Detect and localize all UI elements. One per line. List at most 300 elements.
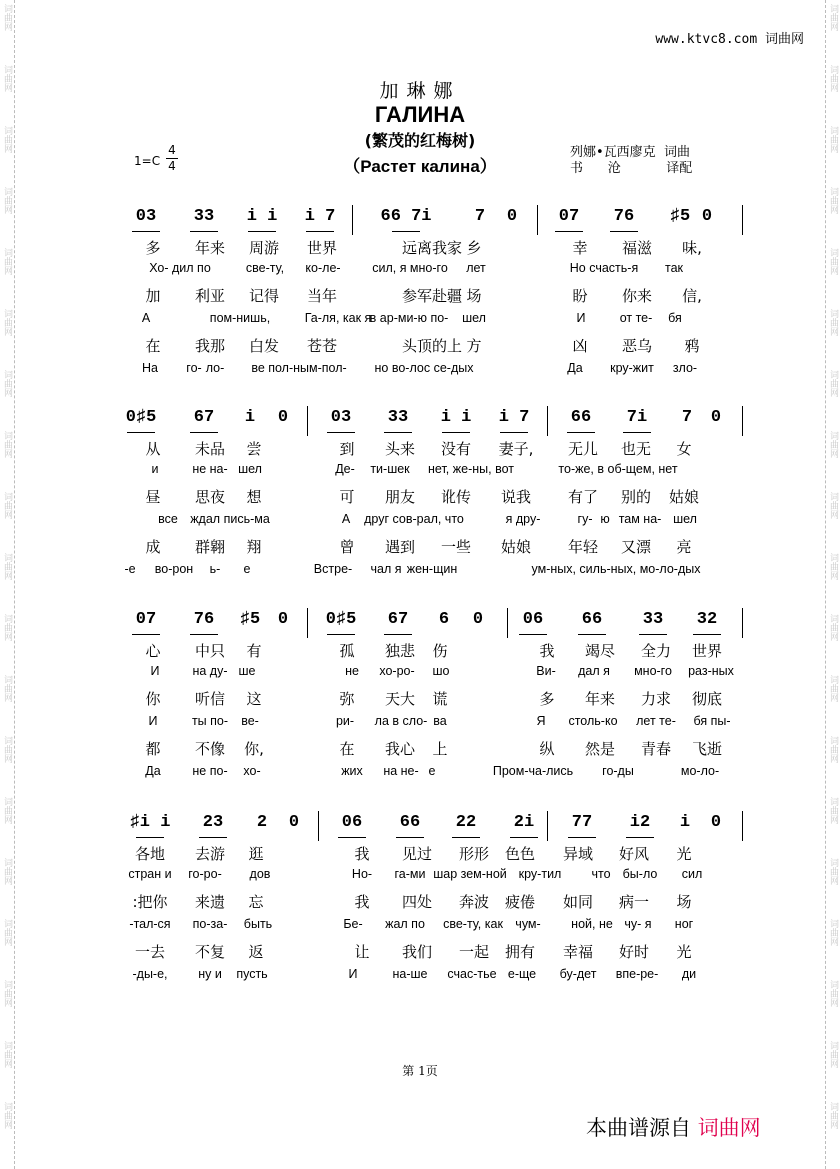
lyric-line-chinese	[0, 438, 840, 458]
lyric-syllable: 让	[354, 943, 370, 961]
barline	[742, 811, 743, 841]
beam-underline	[510, 837, 538, 838]
lyric-syllable: 天大	[384, 690, 416, 708]
lyric-syllable: 思夜	[194, 488, 226, 506]
note-group: 66 7i	[380, 207, 432, 226]
lyric-syllable: 好风	[618, 845, 650, 863]
lyric-syllable: е-ще	[507, 967, 537, 981]
lyric-syllable: 又漂	[620, 538, 652, 556]
lyric-syllable: И	[148, 714, 158, 728]
note-group: ♯i i	[129, 813, 171, 832]
lyric-syllable: 我	[354, 845, 370, 863]
lyric-syllable: 无儿	[567, 440, 599, 458]
site-url[interactable]: www.ktvc8.com	[655, 32, 758, 47]
watermark-text: 词曲网	[828, 553, 838, 580]
barline	[507, 608, 508, 638]
lyric-syllable: 心	[145, 642, 161, 660]
beam-underline	[396, 837, 424, 838]
barline	[742, 608, 743, 638]
beam-underline	[392, 231, 420, 232]
lyric-syllable: го-ро-	[188, 867, 222, 881]
lyric-syllable: 世界	[691, 642, 723, 660]
lyric-syllable: 女	[676, 440, 692, 458]
lyric-syllable: 幸福	[562, 943, 594, 961]
lyric-line-chinese	[0, 285, 840, 305]
lyric-line-chinese	[0, 486, 840, 506]
subtitle-russian: （Растет калина）	[343, 157, 497, 176]
lyric-syllable: ум-ных, силь-ных, мо-ло-дых	[531, 562, 701, 576]
lyric-syllable: на ду-	[192, 664, 228, 678]
lyric-syllable: 疲倦	[504, 893, 536, 911]
lyric-syllable: 一些	[440, 538, 472, 556]
beam-underline	[555, 231, 583, 232]
lyric-syllable: я дру-	[505, 512, 541, 526]
beam-underline	[578, 634, 606, 635]
lyric-syllable: друг сов-рал, что	[364, 512, 464, 526]
lyric-syllable: 都	[145, 740, 161, 758]
watermark-text: 词曲网	[2, 187, 12, 214]
lyric-syllable: е	[428, 764, 436, 778]
watermark-text: 词曲网	[2, 431, 12, 458]
lyric-syllable: 光	[676, 845, 692, 863]
lyric-syllable: Встре-	[313, 562, 353, 576]
lyric-syllable: 周游	[248, 239, 280, 257]
lyric-syllable: шар зем-ной	[433, 867, 507, 881]
lyric-syllable: Пром-ча-лись	[492, 764, 574, 778]
watermark-text: 词曲网	[828, 187, 838, 214]
lyric-syllable: бя пы-	[693, 714, 731, 728]
lyric-syllable: но во-лос се-дых	[374, 361, 474, 375]
lyric-syllable: 曾	[339, 538, 355, 556]
note-group: 76	[193, 610, 215, 629]
lyric-syllable: чум-	[515, 917, 541, 931]
lyric-syllable: 你	[145, 690, 161, 708]
lyric-syllable: 多	[145, 239, 161, 257]
lyric-syllable: 凶	[572, 337, 588, 355]
lyric-syllable: -тал-ся	[129, 917, 171, 931]
source-note[interactable]	[586, 1112, 761, 1142]
note-group: 0	[506, 207, 518, 226]
time-signature-top: 4	[168, 143, 176, 157]
lyric-syllable: Га-ля, как я	[304, 311, 372, 325]
site-name[interactable]: 词曲网	[764, 32, 804, 47]
lyric-syllable: 弥	[339, 690, 355, 708]
note-group: 0♯5	[125, 408, 157, 427]
watermark-text: 词曲网	[828, 675, 838, 702]
credits	[570, 145, 692, 177]
lyric-syllable: 加	[145, 287, 161, 305]
watermark-text: 词曲网	[2, 1102, 12, 1129]
beam-underline	[567, 432, 595, 433]
lyric-syllable: А	[341, 512, 351, 526]
lyric-syllable: Бе-	[343, 917, 363, 931]
lyric-syllable: 场	[466, 287, 482, 305]
lyric-syllable: дал я	[578, 664, 610, 678]
score-system	[0, 406, 840, 596]
lyric-syllable: ты по-	[191, 714, 229, 728]
lyric-syllable: 好时	[618, 943, 650, 961]
watermark-text: 词曲网	[828, 919, 838, 946]
site-header[interactable]	[655, 28, 804, 47]
time-signature	[166, 143, 178, 174]
lyric-syllable: чал я	[370, 562, 402, 576]
note-group: i	[244, 408, 256, 427]
note-group: ♯5	[669, 207, 691, 226]
lyric-syllable: 你来	[621, 287, 653, 305]
lyric-syllable: 力求	[640, 690, 672, 708]
beam-underline	[338, 837, 366, 838]
beam-underline	[519, 634, 547, 635]
credit-translation	[570, 161, 692, 177]
lyric-syllable: 不像	[194, 740, 226, 758]
lyric-syllable: Да	[567, 361, 583, 375]
lyric-syllable: бя	[668, 311, 682, 325]
lyric-syllable: 讹传	[440, 488, 472, 506]
lyric-syllable: 来遗	[194, 893, 226, 911]
watermark-text: 词曲网	[828, 797, 838, 824]
watermark-text: 词曲网	[828, 65, 838, 92]
watermark-text: 词曲网	[828, 980, 838, 1007]
lyric-syllable: 孤	[339, 642, 355, 660]
lyric-syllable: -ды-е,	[132, 967, 168, 981]
note-group: 0♯5	[325, 610, 357, 629]
note-group: i 7	[304, 207, 336, 226]
barline	[547, 406, 548, 436]
note-group: 32	[696, 610, 718, 629]
lyric-syllable: 忘	[248, 893, 264, 911]
watermark-text: 词曲网	[2, 736, 12, 763]
lyric-syllable: 未品	[194, 440, 226, 458]
lyric-syllable: ла в сло-	[374, 714, 428, 728]
lyric-syllable: 如同	[562, 893, 594, 911]
lyric-syllable: 年来	[584, 690, 616, 708]
lyric-syllable: ти-шек	[370, 462, 410, 476]
barline	[307, 406, 308, 436]
beam-underline	[127, 432, 155, 433]
note-group: 66	[581, 610, 603, 629]
lyric-syllable: ва	[433, 714, 447, 728]
credit-names: 列娜•瓦西廖克	[570, 145, 656, 160]
lyric-syllable: 一起	[458, 943, 490, 961]
lyric-syllable: так	[664, 261, 684, 275]
lyric-syllable: 不复	[194, 943, 226, 961]
watermark-text: 词曲网	[2, 1041, 12, 1068]
note-group: 0	[288, 813, 300, 832]
beam-underline	[132, 634, 160, 635]
lyric-syllable: 飞逝	[691, 740, 723, 758]
lyric-syllable: то-же, в об-щем, нет	[558, 462, 678, 476]
lyric-syllable: 你,	[244, 740, 264, 758]
note-group: 7	[474, 207, 486, 226]
lyric-syllable: ше	[238, 664, 256, 678]
lyric-syllable: во-рон	[154, 562, 194, 576]
lyric-syllable: 谎	[432, 690, 448, 708]
lyric-syllable: 场	[676, 893, 692, 911]
lyric-syllable: 拥有	[504, 943, 536, 961]
lyric-syllable: ло-	[205, 361, 225, 375]
lyric-syllable: 见过	[401, 845, 433, 863]
lyric-line-russian	[0, 261, 840, 281]
watermark-text: 词曲网	[828, 248, 838, 275]
lyric-syllable: 头顶的上	[401, 337, 463, 355]
note-group: 0	[710, 408, 722, 427]
note-group: 66	[399, 813, 421, 832]
beam-underline	[136, 837, 164, 838]
note-group: ♯5	[239, 610, 261, 629]
score-system	[0, 205, 840, 395]
lyric-syllable: стран и	[128, 867, 172, 881]
page-number: 第 1页	[402, 1064, 438, 1078]
lyric-syllable: 我	[539, 642, 555, 660]
beam-underline	[442, 432, 470, 433]
lyric-syllable: 独悲	[384, 642, 416, 660]
watermark-text: 词曲网	[2, 980, 12, 1007]
lyric-line-chinese	[0, 891, 840, 911]
lyric-syllable: ри-	[335, 714, 355, 728]
lyric-syllable: 头来	[384, 440, 416, 458]
beam-underline	[384, 634, 412, 635]
lyric-syllable: 竭尽	[584, 642, 616, 660]
barline	[537, 205, 538, 235]
lyric-syllable: ве пол-ным-пол-	[251, 361, 347, 375]
source-brand[interactable]: 词曲网	[697, 1116, 761, 1140]
lyric-syllable: 四处	[401, 893, 433, 911]
note-group: 06	[341, 813, 363, 832]
lyric-syllable: 福滋	[621, 239, 653, 257]
lyric-syllable: впе-ре-	[615, 967, 659, 981]
lyric-syllable: 盼	[572, 287, 588, 305]
watermark-text: 词曲网	[2, 4, 12, 31]
lyric-syllable: 成	[145, 538, 161, 556]
lyric-syllable: 妻子,	[498, 440, 534, 458]
lyric-syllable: 在	[145, 337, 161, 355]
watermark-text: 词曲网	[2, 919, 12, 946]
lyric-syllable: 亮	[676, 538, 692, 556]
watermark-text: 词曲网	[828, 126, 838, 153]
lyric-syllable: лет	[466, 261, 486, 275]
watermark-text: 词曲网	[828, 1102, 838, 1129]
lyric-syllable: го-	[186, 361, 202, 375]
lyric-syllable: 苍苍	[306, 337, 338, 355]
lyric-syllable: хо-	[243, 764, 261, 778]
lyric-line-russian	[0, 361, 840, 381]
beam-underline	[199, 837, 227, 838]
lyric-syllable: ной, не	[571, 917, 613, 931]
lyric-syllable: 味,	[682, 239, 702, 257]
note-group: 0	[472, 610, 484, 629]
lyric-syllable: 想	[246, 488, 262, 506]
lyric-syllable: 利亚	[194, 287, 226, 305]
lyric-line-russian	[0, 512, 840, 532]
note-group: 07	[135, 610, 157, 629]
barline	[318, 811, 319, 841]
lyric-syllable: 从	[145, 440, 161, 458]
lyric-syllable: шел	[238, 462, 262, 476]
credit-names: 书 沧	[570, 161, 621, 176]
lyric-syllable: Я	[536, 714, 546, 728]
lyric-syllable: 逛	[248, 845, 264, 863]
lyric-syllable: пусть	[236, 967, 268, 981]
lyric-line-chinese	[0, 640, 840, 660]
lyric-syllable: И	[576, 311, 586, 325]
lyric-syllable: лет те-	[636, 714, 676, 728]
watermark-text: 词曲网	[2, 370, 12, 397]
lyric-syllable: бы-ло	[622, 867, 658, 881]
lyric-syllable: жих	[341, 764, 363, 778]
watermark-text: 词曲网	[828, 4, 838, 31]
watermark-text: 词曲网	[2, 126, 12, 153]
watermark-text: 词曲网	[828, 736, 838, 763]
lyric-syllable: га-ми	[394, 867, 426, 881]
lyric-syllable: шел	[673, 512, 697, 526]
lyric-syllable: 各地	[134, 845, 166, 863]
lyric-syllable: 白发	[248, 337, 280, 355]
lyric-syllable: мо-ло-	[680, 764, 720, 778]
notes-row	[0, 205, 840, 231]
lyric-syllable: 多	[539, 690, 555, 708]
lyric-syllable: 到	[339, 440, 355, 458]
beam-underline	[568, 837, 596, 838]
barline	[742, 205, 743, 235]
note-group: i	[679, 813, 691, 832]
lyric-syllable: 说我	[500, 488, 532, 506]
lyric-syllable: 昼	[145, 488, 161, 506]
lyric-syllable: шо	[432, 664, 450, 678]
note-group: 23	[202, 813, 224, 832]
lyric-syllable: На	[142, 361, 158, 375]
note-group: i 7	[498, 408, 530, 427]
lyric-syllable: 这	[246, 690, 262, 708]
lyric-syllable: 我们	[401, 943, 433, 961]
lyric-syllable: не по-	[192, 764, 228, 778]
note-group: 6	[438, 610, 450, 629]
watermark-text: 词曲网	[2, 553, 12, 580]
lyric-syllable: сил	[681, 867, 703, 881]
lyric-syllable: гу-	[577, 512, 593, 526]
beam-underline	[623, 432, 651, 433]
lyric-syllable: 当年	[306, 287, 338, 305]
lyric-syllable: и	[151, 462, 159, 476]
lyric-syllable: 去游	[194, 845, 226, 863]
lyric-syllable: 有	[246, 642, 262, 660]
lyric-syllable: 乡	[466, 239, 482, 257]
lyric-syllable: 朋友	[384, 488, 416, 506]
lyric-syllable: 我那	[194, 337, 226, 355]
notes-row	[0, 811, 840, 837]
lyric-syllable: 青春	[640, 740, 672, 758]
lyric-syllable: ждал пись-ма	[190, 512, 270, 526]
lyric-syllable: мно-го	[634, 664, 672, 678]
lyric-syllable: 有了	[567, 488, 599, 506]
lyric-syllable: ко-ле-	[305, 261, 341, 275]
lyric-syllable: Да	[145, 764, 161, 778]
beam-underline	[452, 837, 480, 838]
lyric-syllable: чу- я	[624, 917, 652, 931]
note-group: 7i	[626, 408, 648, 427]
credit-role: 译配	[666, 161, 693, 176]
lyric-line-chinese	[0, 843, 840, 863]
lyric-syllable: 光	[676, 943, 692, 961]
lyric-syllable: Но-	[351, 867, 373, 881]
beam-underline	[327, 634, 355, 635]
lyric-syllable: ве-	[241, 714, 259, 728]
lyric-syllable: 伤	[432, 642, 448, 660]
lyric-syllable: 我心	[384, 740, 416, 758]
watermark-text: 词曲网	[828, 858, 838, 885]
beam-underline	[327, 432, 355, 433]
lyric-syllable: ну и	[198, 967, 222, 981]
lyric-syllable: 没有	[440, 440, 472, 458]
lyric-syllable: Ви-	[536, 664, 556, 678]
lyric-syllable: 纵	[539, 740, 555, 758]
key-signature: 1=C	[134, 154, 161, 168]
lyric-syllable: -е	[124, 562, 136, 576]
lyric-syllable: 奔波	[458, 893, 490, 911]
watermark-text: 词曲网	[2, 248, 12, 275]
beam-underline	[639, 634, 667, 635]
beam-underline	[190, 231, 218, 232]
watermark-text: 词曲网	[828, 309, 838, 336]
lyric-line-russian	[0, 714, 840, 734]
lyric-line-russian	[0, 311, 840, 331]
watermark-text: 词曲网	[2, 797, 12, 824]
note-group: i i	[440, 408, 472, 427]
lyric-syllable: жен-щин	[406, 562, 458, 576]
lyric-syllable: 幸	[572, 239, 588, 257]
lyric-syllable: от те-	[619, 311, 653, 325]
lyric-syllable: 全力	[640, 642, 672, 660]
lyric-syllable: И	[348, 967, 358, 981]
beam-underline	[384, 432, 412, 433]
lyric-syllable: не на-	[192, 462, 228, 476]
lyric-line-russian	[0, 764, 840, 784]
lyric-line-russian	[0, 917, 840, 937]
time-signature-bottom: 4	[166, 158, 178, 174]
barline	[307, 608, 308, 638]
note-group: 06	[522, 610, 544, 629]
lyric-syllable: све-ту, как	[443, 917, 503, 931]
lyric-syllable: 遇到	[384, 538, 416, 556]
note-group: 7	[681, 408, 693, 427]
beam-underline	[306, 231, 334, 232]
note-group: 67	[193, 408, 215, 427]
lyric-line-russian	[0, 462, 840, 482]
note-group: 07	[558, 207, 580, 226]
lyric-syllable: пом-нишь,	[209, 311, 271, 325]
note-group: 22	[455, 813, 477, 832]
lyric-syllable: нет, же-ны, вот	[428, 462, 514, 476]
watermark-text: 词曲网	[2, 858, 12, 885]
credit-lyrics-music	[570, 145, 692, 161]
watermark-text: 词曲网	[2, 614, 12, 641]
lyric-line-chinese	[0, 237, 840, 257]
note-group: 0	[277, 610, 289, 629]
watermark-text: 词曲网	[828, 431, 838, 458]
barline	[547, 811, 548, 841]
watermark-text: 词曲网	[2, 675, 12, 702]
lyric-syllable: све-ту,	[245, 261, 285, 275]
lyric-syllable: 年来	[194, 239, 226, 257]
lyric-syllable: 可	[339, 488, 355, 506]
lyric-syllable: 鸦	[684, 337, 700, 355]
lyric-syllable: А	[141, 311, 151, 325]
lyric-syllable: 尝	[246, 440, 262, 458]
lyric-syllable: дов	[249, 867, 271, 881]
title-chinese: 加琳娜	[379, 80, 461, 102]
note-group: i2	[629, 813, 651, 832]
lyric-syllable: ног	[674, 917, 694, 931]
beam-underline	[500, 432, 528, 433]
